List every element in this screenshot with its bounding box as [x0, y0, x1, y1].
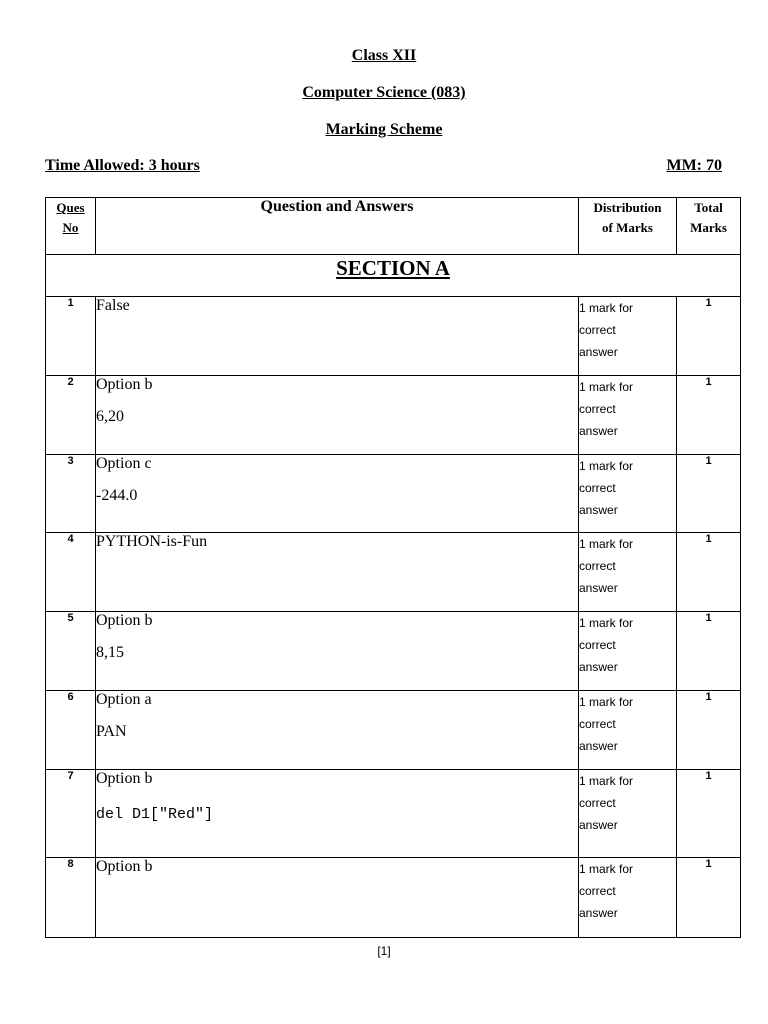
answer-cell — [96, 858, 579, 938]
distribution-line: 1 mark for — [579, 774, 634, 788]
distribution-line: correct — [579, 884, 616, 898]
total-marks: 1 — [677, 612, 741, 691]
distribution-cell — [579, 770, 677, 858]
answer-cell — [96, 770, 579, 858]
distribution-line: correct — [579, 559, 616, 573]
answer-value: -244.0 — [96, 487, 138, 504]
distribution-line: 1 mark for — [579, 537, 634, 551]
answer-cell — [96, 376, 579, 455]
question-number: 1 — [46, 297, 96, 376]
distribution-cell — [579, 376, 677, 455]
answer-value: 8,15 — [96, 644, 124, 661]
total-marks: 1 — [677, 297, 741, 376]
distribution-line: answer — [579, 906, 618, 920]
distribution-line: 1 mark for — [579, 616, 634, 630]
distribution-line: 1 mark for — [579, 380, 634, 394]
distribution-line: correct — [579, 402, 616, 416]
distribution-line: correct — [579, 481, 616, 495]
col-header-distribution: Distribution of Marks — [579, 198, 677, 255]
question-number: 7 — [46, 770, 96, 858]
distribution-cell — [579, 533, 677, 612]
table-row — [46, 297, 741, 376]
page-number: [1] — [377, 944, 391, 958]
question-number: 4 — [46, 533, 96, 612]
answer-line: Option c — [96, 455, 152, 472]
section-row — [46, 255, 741, 297]
total-marks: 1 — [677, 533, 741, 612]
distribution-line: correct — [579, 323, 616, 337]
answer-value: 6,20 — [96, 408, 124, 425]
table-row — [46, 455, 741, 533]
distribution-line: answer — [579, 739, 618, 753]
distribution-line: answer — [579, 660, 618, 674]
distribution-line: correct — [579, 638, 616, 652]
table-row — [46, 612, 741, 691]
distribution-line: 1 mark for — [579, 301, 634, 315]
answer-line: Option b — [96, 612, 153, 629]
answer-value: PAN — [96, 723, 127, 740]
distribution-line: 1 mark for — [579, 862, 634, 876]
answer-line: Option b — [96, 858, 153, 875]
table-row — [46, 858, 741, 938]
distribution-line: answer — [579, 345, 618, 359]
answer-line: Option b — [96, 376, 153, 393]
answer-cell — [96, 455, 579, 533]
total-marks: 1 — [677, 858, 741, 938]
marking-scheme-title: Marking Scheme — [325, 121, 443, 138]
question-number: 3 — [46, 455, 96, 533]
question-number: 6 — [46, 691, 96, 770]
table-row — [46, 533, 741, 612]
time-allowed: Time Allowed: 3 hours — [45, 157, 200, 174]
answer-cell — [96, 297, 579, 376]
distribution-line: answer — [579, 503, 618, 517]
distribution-line: answer — [579, 581, 618, 595]
class-title: Class XII — [351, 47, 417, 64]
answer-cell — [96, 612, 579, 691]
distribution-cell — [579, 858, 677, 938]
col-header-ques-no: Ques No — [46, 198, 96, 255]
col-header-question-answers: Question and Answers — [96, 198, 579, 255]
distribution-cell — [579, 691, 677, 770]
marking-table — [45, 197, 741, 938]
answer-line: Option a — [96, 691, 152, 708]
answer-cell — [96, 533, 579, 612]
table-row — [46, 376, 741, 455]
distribution-cell — [579, 297, 677, 376]
max-marks: MM: 70 — [666, 157, 722, 174]
subject-title: Computer Science (083) — [302, 84, 466, 101]
total-marks: 1 — [677, 455, 741, 533]
answer-cell — [96, 691, 579, 770]
total-marks: 1 — [677, 376, 741, 455]
distribution-line: 1 mark for — [579, 695, 634, 709]
answer-line: PYTHON-is-Fun — [96, 533, 208, 550]
distribution-line: answer — [579, 424, 618, 438]
table-row — [46, 770, 741, 858]
question-number: 2 — [46, 376, 96, 455]
question-number: 8 — [46, 858, 96, 938]
distribution-line: correct — [579, 717, 616, 731]
question-number: 5 — [46, 612, 96, 691]
total-marks: 1 — [677, 770, 741, 858]
table-header-row — [46, 198, 741, 255]
total-marks: 1 — [677, 691, 741, 770]
col-header-total-marks: Total Marks — [677, 198, 741, 255]
answer-line: False — [96, 297, 130, 314]
table-row — [46, 691, 741, 770]
distribution-line: correct — [579, 796, 616, 810]
distribution-line: answer — [579, 818, 618, 832]
answer-code: del D1["Red"] — [96, 806, 214, 823]
answer-line: Option b — [96, 770, 153, 787]
section-title: SECTION A — [46, 255, 741, 297]
distribution-line: 1 mark for — [579, 459, 634, 473]
distribution-cell — [579, 455, 677, 533]
distribution-cell — [579, 612, 677, 691]
